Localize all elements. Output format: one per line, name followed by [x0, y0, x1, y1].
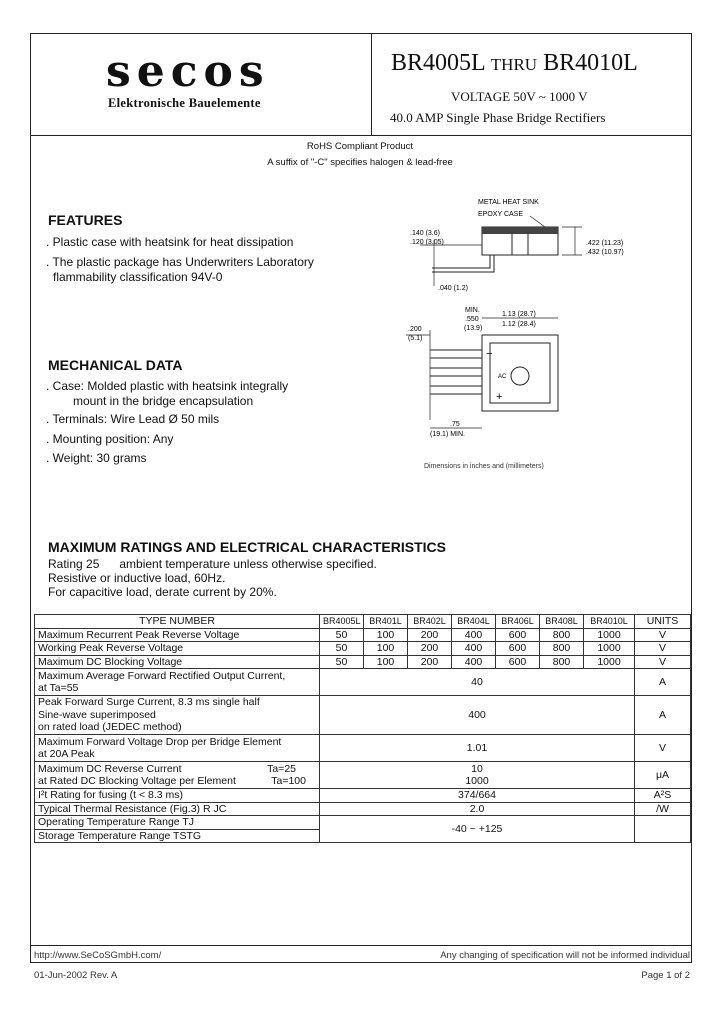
rohs-notice: RoHS Compliant Product — [306, 141, 414, 152]
plus-terminal-label: + — [496, 391, 503, 403]
table-cell: 100 — [364, 642, 408, 656]
footer-divider — [30, 945, 692, 946]
dim-label: .432 (10.97) — [586, 249, 624, 256]
table-cell: Maximum DC Blocking Voltage — [35, 655, 320, 669]
table-row — [35, 816, 691, 830]
table-cell: 800 — [540, 642, 584, 656]
part-from: BR4005L — [391, 50, 485, 76]
ratings-heading: MAXIMUM RATINGS AND ELECTRICAL CHARACTERISTICS — [48, 539, 446, 555]
table-row — [35, 642, 691, 656]
bridge-body-outline — [482, 335, 558, 411]
package-outline-diagram — [390, 190, 690, 480]
company-logo: secos — [106, 46, 270, 97]
label-epoxy: EPOXY CASE — [478, 211, 524, 218]
table-row — [35, 655, 691, 669]
table-row — [35, 735, 691, 762]
dim-label: 1.13 (28.7) — [502, 311, 536, 318]
table-cell: 1000 — [584, 628, 635, 642]
column-header: BR406L — [496, 615, 540, 629]
table-cell: Maximum DC Reverse Current Ta=25 at Rated DC Blocking Voltage per Element Ta=100 — [35, 762, 320, 789]
table-cell: 400 — [452, 655, 496, 669]
dim-label: .422 (11.23) — [586, 240, 624, 247]
ac-terminal-label: AC — [498, 374, 507, 380]
minus-terminal-label: − — [486, 348, 493, 360]
column-header: BR4005L — [320, 615, 364, 629]
table-cell: 1000 — [584, 642, 635, 656]
table-cell: V — [635, 628, 691, 642]
voltage-range: VOLTAGE 50V ~ 1000 V — [451, 89, 588, 104]
table-cell: 100 — [364, 628, 408, 642]
ratings-table — [34, 614, 691, 843]
dimensions-note: Dimensions in inches and (millimeters) — [424, 463, 544, 470]
lead-line — [432, 255, 490, 268]
table-cell: 400 — [320, 696, 635, 735]
mechanical-item: . Mounting position: Any — [46, 432, 174, 446]
table-cell: V — [635, 735, 691, 762]
table-cell: Maximum Forward Voltage Drop per Bridge Element at 20A Peak — [35, 735, 320, 762]
mechanical-item: . Terminals: Wire Lead Ø 50 mils — [46, 412, 220, 426]
heatsink-block — [482, 227, 558, 234]
halogen-free-notice: A suffix of "-C" specifies halogen & lead-free — [267, 157, 453, 168]
dim-label: (19.1) MIN. — [430, 431, 466, 438]
table-header-row — [35, 615, 691, 629]
mechanical-heading: MECHANICAL DATA — [48, 357, 183, 373]
dim-label: .120 (3.05) — [410, 239, 444, 246]
footer-date: 01-Jun-2002 Rev. A — [34, 970, 118, 981]
units-header: UNITS — [635, 615, 691, 629]
dim-label: .550 — [465, 316, 479, 323]
table-cell: 374/664 — [320, 789, 635, 803]
table-cell: 50 — [320, 628, 364, 642]
feature-item-continued: flammability classification 94V-0 — [53, 270, 223, 284]
dim-label: MIN. — [465, 307, 480, 314]
table-cell: 10 1000 — [320, 762, 635, 789]
table-cell: Operating Temperature Range TJ — [35, 816, 320, 830]
table-cell: 100 — [364, 655, 408, 669]
column-header: BR4010L — [584, 615, 635, 629]
company-subtitle: Elektronische Bauelemente — [108, 96, 261, 110]
table-cell: -40 ~ +125 — [320, 816, 635, 843]
table-cell: V — [635, 642, 691, 656]
footer-notice: Any changing of specification will not be informed individual — [440, 950, 690, 961]
label-heatsink: METAL HEAT SINK — [478, 199, 539, 206]
table-cell: Typical Thermal Resistance (Fig.3) R JC — [35, 802, 320, 816]
mechanical-item: . Weight: 30 grams — [46, 451, 147, 465]
rating-capacitive-note: For capacitive load, derate current by 20%. — [48, 585, 277, 599]
mechanical-item-continued: mount in the bridge encapsulation — [73, 394, 254, 408]
part-number-title — [391, 50, 638, 77]
table-cell: 40 — [320, 669, 635, 696]
header-vertical-divider — [371, 33, 372, 136]
part-to: BR4010L — [543, 50, 638, 76]
mounting-hole — [511, 367, 529, 385]
lead-line — [432, 255, 494, 272]
table-cell: 400 — [452, 642, 496, 656]
header-divider — [30, 135, 692, 136]
table-cell: 800 — [540, 628, 584, 642]
table-cell: Maximum Recurrent Peak Reverse Voltage — [35, 628, 320, 642]
table-row — [35, 669, 691, 696]
table-cell: 2.0 — [320, 802, 635, 816]
dim-label: .200 — [408, 326, 422, 333]
column-header: BR402L — [408, 615, 452, 629]
table-cell: Working Peak Reverse Voltage — [35, 642, 320, 656]
table-cell: Peak Forward Surge Current, 8.3 ms single half Sine-wave superimposed on rated load (JEDEC method) — [35, 696, 320, 735]
table-cell: 200 — [408, 628, 452, 642]
table-row — [35, 696, 691, 735]
leader-line — [530, 216, 545, 227]
table-cell: A — [635, 669, 691, 696]
table-cell: 1.01 — [320, 735, 635, 762]
table-cell: A — [635, 696, 691, 735]
table-row — [35, 762, 691, 789]
table-cell: Storage Temperature Range TSTG — [35, 829, 320, 843]
type-number-header: TYPE NUMBER — [35, 615, 320, 629]
table-cell: 800 — [540, 655, 584, 669]
table-cell: Maximum Average Forward Rectified Output Current, at Ta=55 — [35, 669, 320, 696]
table-cell: 1000 — [584, 655, 635, 669]
product-description: 40.0 AMP Single Phase Bridge Rectifiers — [390, 110, 606, 125]
rating-load-note: Resistive or inductive load, 60Hz. — [48, 571, 226, 585]
table-cell: 50 — [320, 655, 364, 669]
column-header: BR404L — [452, 615, 496, 629]
table-cell: 200 — [408, 642, 452, 656]
dim-label: (5.1) — [408, 335, 423, 342]
table-cell — [635, 816, 691, 843]
footer-page-number: Page 1 of 2 — [641, 970, 690, 981]
column-header: BR408L — [540, 615, 584, 629]
mechanical-item: . Case: Molded plastic with heatsink integrally — [46, 379, 289, 393]
table-cell: 50 — [320, 642, 364, 656]
table-cell: 600 — [496, 655, 540, 669]
dim-label: .040 (1.2) — [438, 285, 468, 292]
features-heading: FEATURES — [48, 212, 123, 228]
table-cell: V — [635, 655, 691, 669]
table-cell: I²t Rating for fusing (t < 8.3 ms) — [35, 789, 320, 803]
footer-url[interactable]: http://www.SeCoSGmbH.com/ — [34, 950, 162, 961]
feature-item: . Plastic case with heatsink for heat dissipation — [46, 235, 294, 249]
table-cell: /W — [635, 802, 691, 816]
table-cell: μA — [635, 762, 691, 789]
table-row — [35, 789, 691, 803]
feature-item: . The plastic package has Underwriters Laboratory — [46, 255, 314, 269]
thru-label: THRU — [490, 55, 538, 74]
dim-label: .140 (3.6) — [410, 230, 440, 237]
table-cell: 600 — [496, 628, 540, 642]
dim-label: (13.9) — [464, 325, 483, 332]
table-row — [35, 802, 691, 816]
table-cell: 200 — [408, 655, 452, 669]
column-header: BR401L — [364, 615, 408, 629]
table-row — [35, 628, 691, 642]
table-cell: 400 — [452, 628, 496, 642]
dim-label: .75 — [450, 421, 460, 428]
table-cell: 600 — [496, 642, 540, 656]
rating-temperature-note: Rating 25 ambient temperature unless otherwise specified. — [48, 557, 377, 571]
dim-label: 1.12 (28.4) — [502, 321, 536, 328]
table-cell: A²S — [635, 789, 691, 803]
